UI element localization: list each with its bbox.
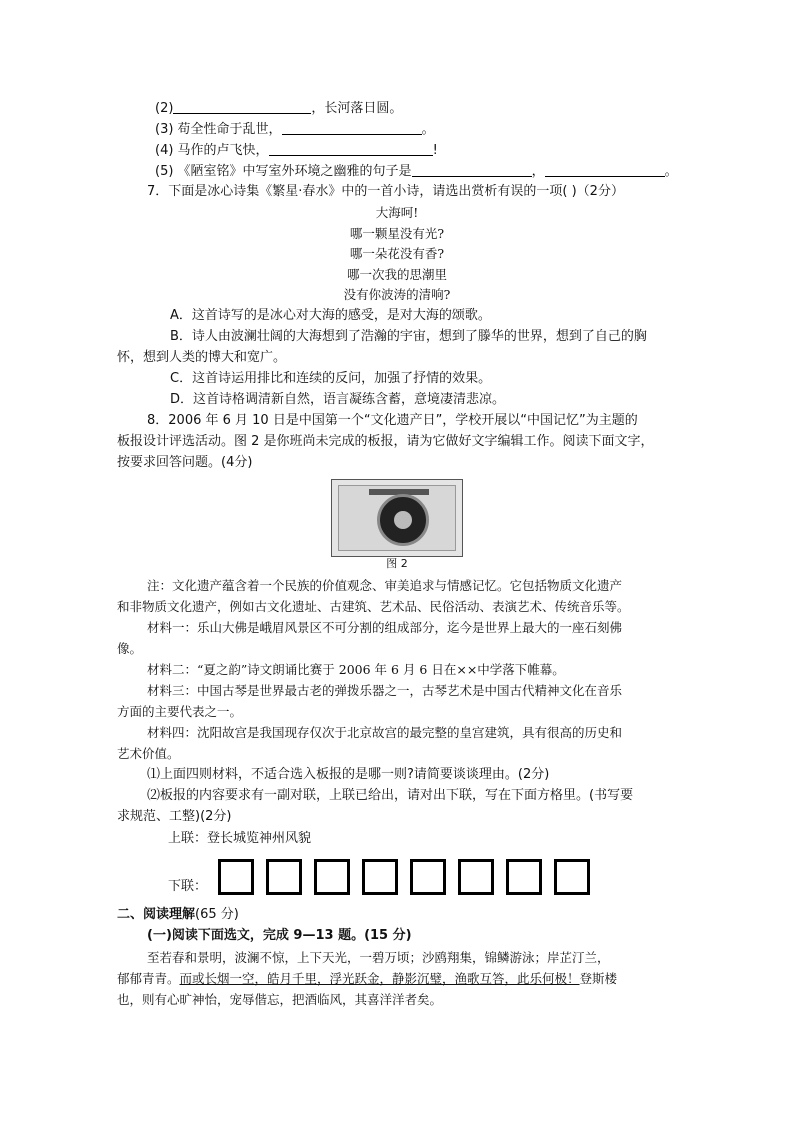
answer-box[interactable] — [362, 859, 398, 895]
option-b-cont: 怀，想到人类的博大和宽广。 — [117, 350, 287, 365]
q7-stem: 7．下面是冰心诗集《繁星·春水》中的一首小诗，请选出赏析有误的一项( )（2分） — [147, 184, 624, 199]
q8-stem: 8．2006 年 6 月 10 日是中国第一个“文化遗产日”，学校开展以“中国记忆”为主题的 — [147, 413, 638, 428]
answer-blank[interactable] — [173, 99, 311, 114]
board-panel — [338, 485, 456, 551]
answer-blank[interactable] — [282, 120, 422, 135]
poem-line: 哪一颗星没有光? — [349, 226, 445, 241]
poem-line: 哪一次我的思潮里 — [346, 267, 447, 282]
subquestion-2: ⑵板报的内容要求有一副对联，上联已给出，请对出下联，写在下面方格里。(书写要 — [147, 788, 634, 803]
answer-box[interactable] — [506, 859, 542, 895]
answer-blank[interactable] — [269, 141, 433, 156]
section-2-heading: 二、阅读理解(65 分) — [117, 907, 239, 922]
option-d: D．这首诗格调清新自然，语言凝练含蓄，意境凄清悲凉。 — [170, 392, 506, 407]
poem-line: 大海呵! — [375, 205, 419, 220]
note: 和非物质文化遗产，例如古文化遗址、古建筑、艺术品、民俗活动、表演艺术、传统音乐等。 — [117, 599, 630, 614]
material-1-cont: 像。 — [117, 641, 143, 656]
option-a: A．这首诗写的是冰心对大海的感受，是对大海的颂歌。 — [170, 308, 491, 323]
q6-line-4: (4) 马作的卢飞快， ! — [155, 143, 438, 158]
q6-line-3: (3) 苟全性命于乱世， 。 — [155, 122, 435, 137]
passage-line: 也，则有心旷神怡，宠辱偕忘，把酒临风，其喜洋洋者矣。 — [117, 992, 443, 1007]
answer-box[interactable] — [314, 859, 350, 895]
answer-box[interactable] — [266, 859, 302, 895]
material-3: 材料三：中国古琴是世界最古老的弹拨乐器之一，古琴艺术是中国古代精神文化在音乐 — [147, 683, 623, 698]
upper-couplet: 上联：登长城览神州风貌 — [168, 831, 312, 846]
figure-caption: 图 2 — [386, 557, 408, 570]
q6-line-5: (5) 《陋室铭》中写室外环境之幽雅的句子是 ， 。 — [155, 164, 678, 179]
material-3-cont: 方面的主要代表之一。 — [117, 704, 243, 719]
answer-box[interactable] — [410, 859, 446, 895]
material-4-cont: 艺术价值。 — [117, 746, 180, 761]
passage-line: 郁郁青青。而或长烟一空，皓月千里，浮光跃金，静影沉璧，渔歌互答，此乐何极！登斯楼 — [117, 971, 618, 986]
answer-box[interactable] — [554, 859, 590, 895]
passage-instruction: (一)阅读下面选文，完成 9—13 题。(15 分) — [147, 928, 412, 943]
option-c: C．这首诗运用排比和连续的反问，加强了抒情的效果。 — [170, 371, 492, 386]
option-b: B．诗人由波澜壮阔的大海想到了浩瀚的宇宙，想到了滕华的世界，想到了自己的胸 — [170, 329, 647, 344]
lower-couplet-label: 下联： — [168, 879, 208, 894]
poem-line: 哪一朵花没有香? — [349, 246, 445, 261]
material-1: 材料一：乐山大佛是峨眉风景区不可分割的组成部分，迄今是世界上最大的一座石刻佛 — [147, 620, 623, 635]
subquestion-2-cont: 求规范、工整)(2分) — [117, 809, 232, 824]
passage-line: 至若春和景明，波澜不惊，上下天光，一碧万顷；沙鸥翔集，锦鳞游泳；岸芷汀兰， — [147, 950, 610, 965]
answer-blank[interactable] — [412, 162, 532, 177]
answer-blank[interactable] — [545, 162, 665, 177]
answer-box[interactable] — [458, 859, 494, 895]
blackboard-figure — [331, 479, 463, 557]
underlined-sentence: 而或长烟一空，皓月千里，浮光跃金，静影沉璧，渔歌互答，此乐何极！ — [179, 971, 580, 986]
q6-line-2: (2) ，长河落日圆。 — [155, 101, 403, 116]
subquestion-1: ⑴上面四则材料，不适合选入板报的是哪一则?请简要谈谈理由。(2分) — [147, 767, 550, 782]
material-2: 材料二：“夏之韵”诗文朗诵比赛于 2006 年 6 月 6 日在××中学落下帷幕。 — [147, 662, 565, 677]
q8-stem: 按要求回答问题。(4分) — [117, 455, 253, 470]
q8-stem: 板报设计评选活动。图 2 是你班尚未完成的板报，请为它做好文字编辑工作。阅读下面文字， — [117, 434, 654, 449]
note: 注：文化遗产蕴含着一个民族的价值观念、审美追求与情感记忆。它包括物质文化遗产 — [147, 578, 623, 593]
board-emblem — [377, 494, 429, 546]
material-4: 材料四：沈阳故宫是我国现存仅次于北京故宫的最完整的皇宫建筑，具有很高的历史和 — [147, 725, 623, 740]
poem-line: 没有你波涛的清响? — [343, 287, 451, 302]
answer-box[interactable] — [218, 859, 254, 895]
